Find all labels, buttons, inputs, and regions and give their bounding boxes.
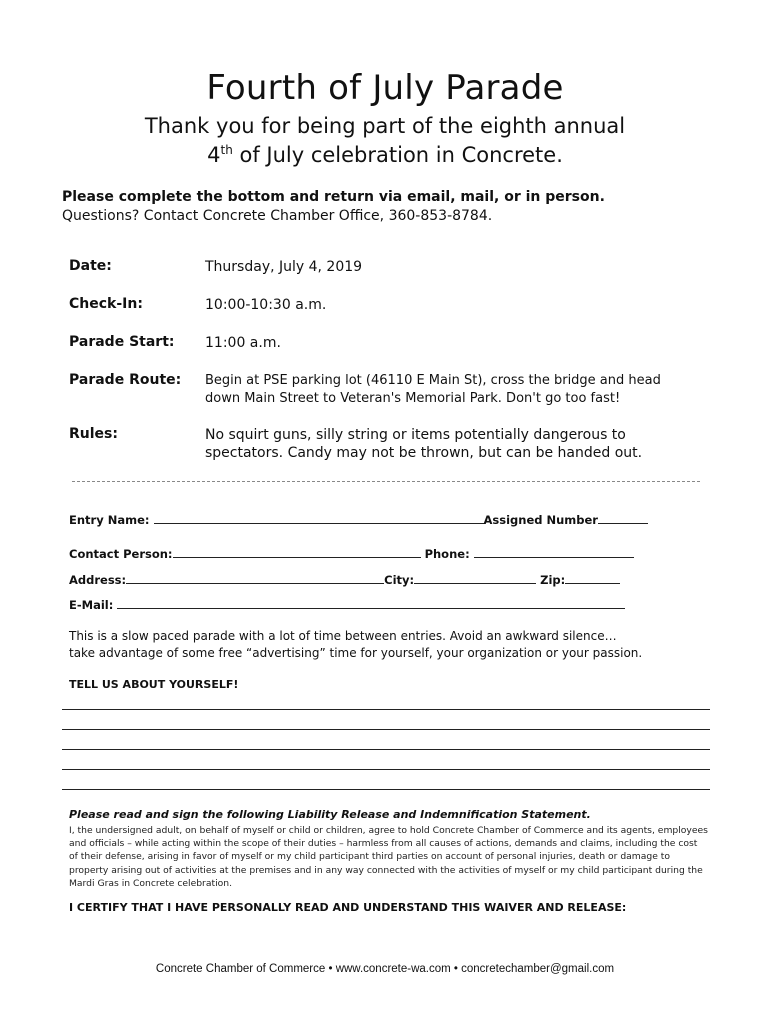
info-label-parade-start: Parade Start: — [69, 334, 175, 350]
subtitle-superscript: th — [220, 143, 233, 157]
cut-line — [72, 481, 700, 482]
subtitle-line-2 — [0, 143, 770, 167]
instructions-line-1: Please complete the bottom and return via email, mail, or in person. — [62, 189, 605, 205]
contact-person-field[interactable] — [173, 547, 421, 558]
city-label: City: — [384, 573, 415, 587]
address-field[interactable] — [126, 573, 384, 584]
note-line-1: This is a slow paced parade with a lot of time between entries. Avoid an awkward silence… — [69, 629, 617, 643]
liability-title: Please read and sign the following Liability Release and Indemnification Statement. — [69, 808, 591, 821]
entry-name-label: Entry Name: — [69, 513, 150, 527]
zip-label: Zip: — [540, 573, 566, 587]
assigned-number-label: Assigned Number — [483, 513, 598, 527]
instructions-line-2: Questions? Contact Concrete Chamber Office, 360-853-8784. — [62, 208, 493, 224]
info-label-parade-route: Parade Route: — [69, 372, 182, 388]
note-line-2: take advantage of some free “advertising” time for yourself, your organization or your passion. — [69, 646, 643, 660]
info-label-rules: Rules: — [69, 426, 118, 442]
tell-us-heading: TELL US ABOUT YOURSELF! — [69, 678, 239, 691]
answer-line-3[interactable] — [62, 749, 710, 750]
footer: Concrete Chamber of Commerce • www.concrete-wa.com • concretechamber@gmail.com — [155, 963, 615, 975]
assigned-number-field[interactable] — [598, 513, 648, 524]
info-value-date: Thursday, July 4, 2019 — [205, 259, 363, 275]
form-row-entry — [69, 513, 648, 527]
phone-label: Phone: — [424, 547, 470, 561]
info-label-date: Date: — [69, 258, 112, 274]
answer-line-2[interactable] — [62, 729, 710, 730]
answer-line-1[interactable] — [62, 709, 710, 710]
info-value-rules: No squirt guns, silly string or items potentially dangerous to spectators. Candy may not be thrown, but can be handed out. — [205, 427, 643, 461]
contact-person-label: Contact Person: — [69, 547, 173, 561]
answer-line-4[interactable] — [62, 769, 710, 770]
form-row-contact — [69, 547, 634, 561]
info-value-checkin: 10:00-10:30 a.m. — [205, 297, 327, 313]
info-value-parade-start: 11:00 a.m. — [205, 335, 281, 351]
subtitle-rest: of July celebration in Concrete. — [232, 143, 563, 167]
address-label: Address: — [69, 573, 127, 587]
info-label-checkin: Check-In: — [69, 296, 143, 312]
zip-field[interactable] — [565, 573, 620, 584]
phone-field[interactable] — [474, 547, 634, 558]
email-label: E-Mail: — [69, 598, 114, 612]
form-row-email — [69, 598, 625, 612]
form-row-address — [69, 573, 620, 587]
subtitle-number: 4 — [207, 143, 221, 167]
email-field[interactable] — [117, 598, 625, 609]
page-title: Fourth of July Parade — [206, 68, 564, 108]
certify-statement: I CERTIFY THAT I HAVE PERSONALLY READ AND UNDERSTAND THIS WAIVER AND RELEASE: — [69, 901, 627, 914]
note-text — [69, 628, 709, 662]
answer-line-5[interactable] — [62, 789, 710, 790]
liability-body: I, the undersigned adult, on behalf of myself or child or children, agree to hold Concrete Chamber of Commerce and its agents, employees and officials – while acting within the scope of their duties – harmless from all causes of actions, demands and claims, including the cost of their defense, arising in favor of myself or my child participant third parties on account of personal injuries, death or damage to property arising out of activities at the premises and in any way connected with the activities of myself or my child participant during the Mardi Gras in Concrete celebration. — [69, 825, 708, 889]
entry-name-field[interactable] — [154, 513, 484, 524]
info-value-parade-route: Begin at PSE parking lot (46110 E Main St), cross the bridge and head down Main Street to Veteran's Memorial Park. Don't go too fast! — [205, 373, 661, 406]
city-field[interactable] — [414, 573, 536, 584]
subtitle-line-1: Thank you for being part of the eighth annual — [144, 114, 626, 138]
